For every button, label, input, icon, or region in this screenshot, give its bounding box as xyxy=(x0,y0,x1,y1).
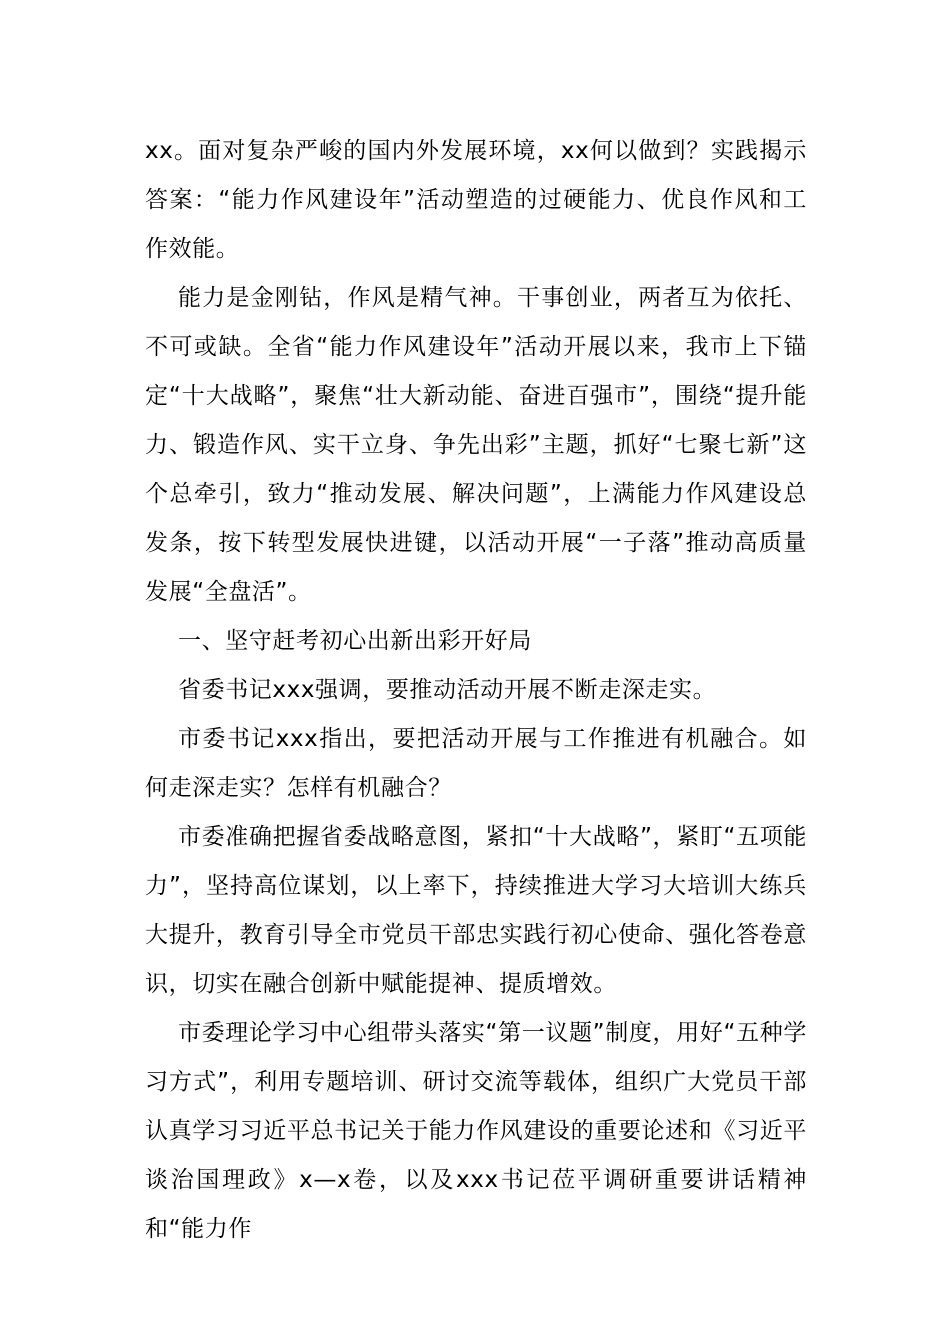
section-heading-1: 一、坚守赶考初心出新出彩开好局 xyxy=(178,628,532,654)
paragraph-municipal-secretary: 市委书记xxx指出，要把活动开展与工作推进有机融合。如何走深走实？怎样有机融合？ xyxy=(145,726,807,801)
document-body xyxy=(145,127,807,1254)
paragraph-continuation: xx。面对复杂严峻的国内外发展环境，xx何以做到？实践揭示答案：“能力作风建设年”活动塑造的过硬能力、优良作风和工作效能。 xyxy=(145,138,807,262)
paragraph-provincial-secretary: 省委书记xxx强调，要推动活动开展不断走深走实。 xyxy=(178,677,717,703)
paragraph-ability-style: 能力是金刚钻，作风是精气神。干事创业，两者互为依托、不可或缺。全省“能力作风建设年”活动开展以来，我市上下锚定“十大战略”，聚焦“壮大新动能、奋进百强市”，围绕“提升能力、锻造作风、实干立身、争先出彩”主题，抓好“七聚七新”这个总牵引，致力“推动发展、解决问题”，上满能力作风建设总发条，按下转型发展快进键，以活动开展“一子落”推动高质量发展“全盘活”。 xyxy=(145,285,807,605)
paragraph-study-group: 市委理论学习中心组带头落实“第一议题”制度，用好“五种学习方式”，利用专题培训、研讨交流等载体，组织广大党员干部认真学习习近平总书记关于能力作风建设的重要论述和《习近平谈治国理政》x—x卷，以及xxx书记莅平调研重要讲话精神和“能力作 xyxy=(145,1020,807,1242)
paragraph-municipal-committee: 市委准确把握省委战略意图，紧扣“十大战略”，紧盯“五项能力”，坚持高位谋划，以上率下，持续推进大学习大培训大练兵大提升，教育引导全市党员干部忠实践行初心使命、强化答卷意识，切实在融合创新中赋能提神、提质增效。 xyxy=(145,824,807,997)
